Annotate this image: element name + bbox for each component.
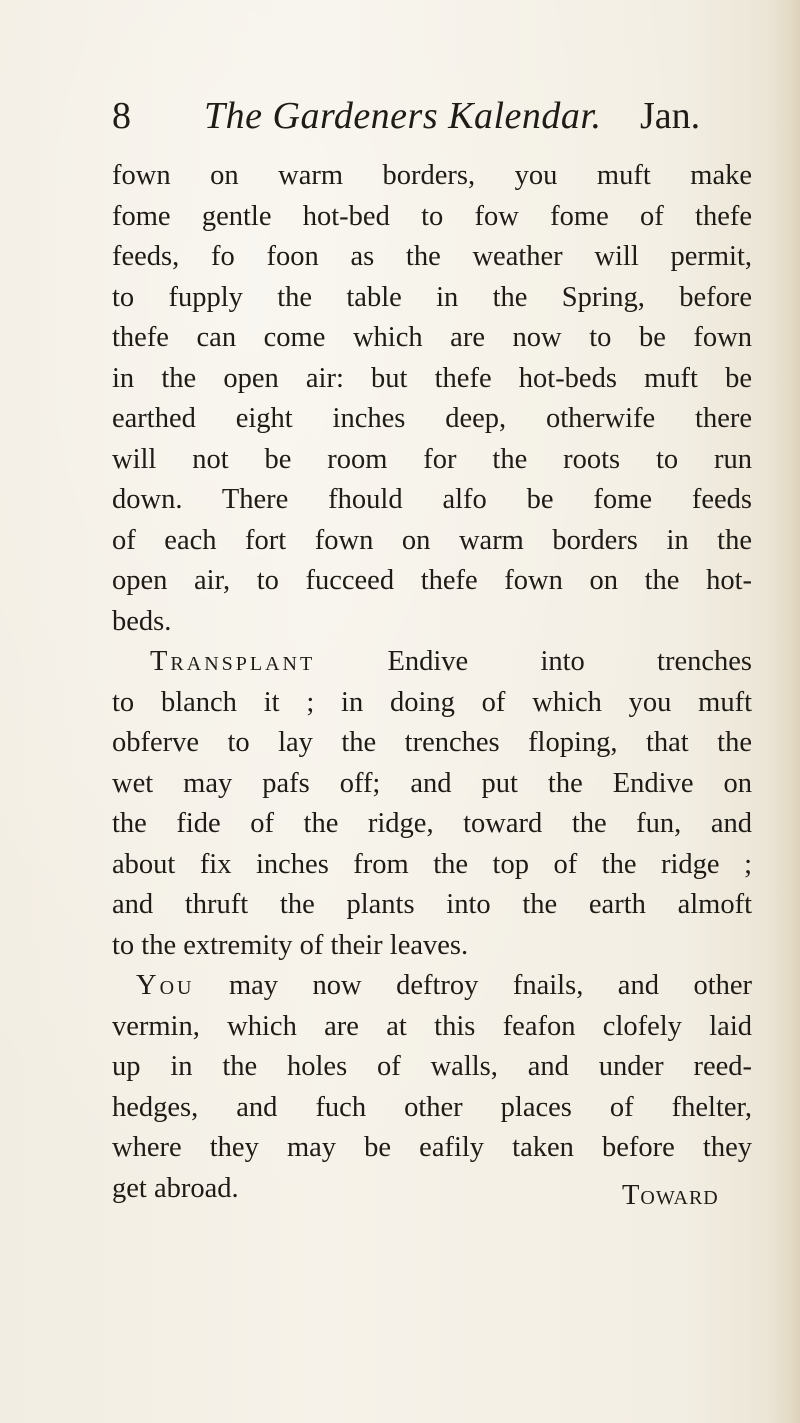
- text-line: to fupply the table in the Spring, before: [112, 281, 752, 313]
- text-line: will not be room for the roots to run: [112, 443, 752, 475]
- text-line: of each fort fown on warm borders in the: [112, 524, 752, 556]
- text-line: where they may be eafily taken before they: [112, 1132, 752, 1163]
- text-line: and thruft the plants into the earth almoft: [112, 889, 752, 920]
- text-line: to blanch it ; in doing of which you muft: [112, 686, 752, 718]
- text-line: hedges, and fuch other places of fhelter,: [112, 1091, 752, 1123]
- text-line: obferve to lay the trenches floping, that the: [112, 727, 752, 758]
- running-title: The Gardeners Kalendar.: [204, 95, 602, 137]
- paragraph-lead-word: Transplant: [150, 646, 316, 677]
- running-header: [112, 92, 752, 148]
- text-line: fome gentle hot-bed to fow fome of thefe: [112, 200, 752, 232]
- text-line: in the open air: but thefe hot-beds muft be: [112, 362, 752, 394]
- text-line: the fide of the ridge, toward the fun, and: [112, 808, 752, 839]
- text-line: beds.: [112, 605, 172, 637]
- text-line: thefe can come which are now to be fown: [112, 322, 752, 353]
- text-line: get abroad.: [112, 1172, 239, 1204]
- text-line: feeds, fo foon as the weather will permit,: [112, 241, 752, 272]
- text-fragment: Endive into trenches: [387, 646, 753, 677]
- body-text: [112, 156, 752, 1209]
- page-edge-shadow: [768, 0, 800, 1423]
- text-line: fown on warm borders, you muft make: [112, 160, 752, 191]
- text-fragment: may now deftroy fnails, and other: [228, 970, 753, 1001]
- text-line: vermin, which are at this feafon clofely laid: [112, 1010, 752, 1042]
- catchword: Toward: [622, 1180, 719, 1211]
- text-line: to the extremity of their leaves.: [112, 929, 469, 961]
- page-number: 8: [112, 95, 131, 137]
- text-line: up in the holes of walls, and under reed-: [112, 1051, 752, 1082]
- running-month: Jan.: [640, 95, 701, 137]
- paragraph-first-line: [112, 966, 752, 1007]
- text-line: open air, to fucceed thefe fown on the hot-: [112, 565, 752, 596]
- text-line: about fix inches from the top of the ridge ;: [112, 848, 752, 880]
- paragraph-lead-word: You: [136, 970, 195, 1001]
- paragraph-first-line: [112, 642, 752, 683]
- text-line: down. There fhould alfo be fome feeds: [112, 484, 752, 515]
- text-line: wet may pafs off; and put the Endive on: [112, 767, 752, 799]
- text-line: earthed eight inches deep, otherwife there: [112, 403, 752, 434]
